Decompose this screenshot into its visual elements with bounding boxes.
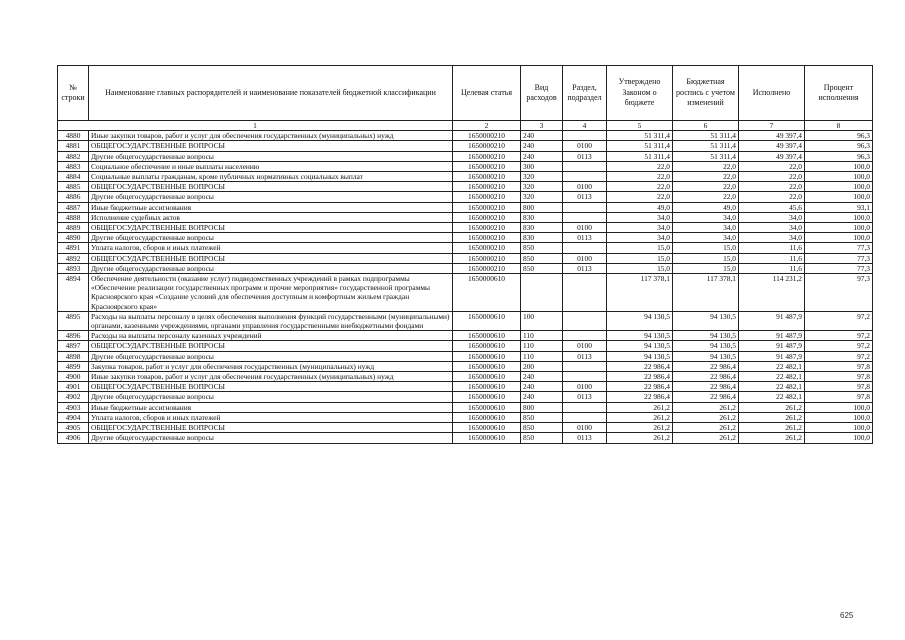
header-section: Раздел, подраздел <box>563 66 607 121</box>
row-number-cell: 4903 <box>58 402 89 412</box>
row-number-cell: 4880 <box>58 131 89 141</box>
row-name-cell: ОБЩЕГОСУДАРСТВЕННЫЕ ВОПРОСЫ <box>89 253 453 263</box>
target-article-cell: 1650000210 <box>453 182 521 192</box>
table-row <box>58 223 873 233</box>
section-cell: 0100 <box>563 382 607 392</box>
executed-amount-cell: 49 397,4 <box>739 151 805 161</box>
expense-type-cell: 240 <box>521 131 563 141</box>
row-name-cell: Иные бюджетные ассигнования <box>89 402 453 412</box>
section-cell <box>563 172 607 182</box>
executed-amount-cell: 22,0 <box>739 172 805 182</box>
approved-amount-cell: 15,0 <box>607 243 673 253</box>
section-cell: 0113 <box>563 392 607 402</box>
column-number: 2 <box>453 121 521 131</box>
row-name-cell: Другие общегосударственные вопросы <box>89 392 453 402</box>
executed-amount-cell: 22,0 <box>739 192 805 202</box>
table-row <box>58 131 873 141</box>
page-number: 625 <box>840 611 854 620</box>
percent-cell: 93,1 <box>805 202 873 212</box>
percent-cell: 100,0 <box>805 223 873 233</box>
expense-type-cell: 320 <box>521 192 563 202</box>
table-row <box>58 382 873 392</box>
row-number-cell: 4904 <box>58 412 89 422</box>
approved-amount-cell: 15,0 <box>607 263 673 273</box>
percent-cell: 100,0 <box>805 161 873 171</box>
approved-amount-cell: 261,2 <box>607 402 673 412</box>
percent-cell: 100,0 <box>805 402 873 412</box>
executed-amount-cell: 91 487,9 <box>739 351 805 361</box>
budget-list-amount-cell: 34,0 <box>673 223 739 233</box>
approved-amount-cell: 34,0 <box>607 223 673 233</box>
section-cell: 0113 <box>563 192 607 202</box>
section-cell <box>563 274 607 312</box>
section-cell: 0100 <box>563 223 607 233</box>
approved-amount-cell: 94 130,5 <box>607 351 673 361</box>
executed-amount-cell: 261,2 <box>739 412 805 422</box>
row-number-cell: 4881 <box>58 141 89 151</box>
row-number-cell: 4895 <box>58 311 89 330</box>
row-name-cell: Иные закупки товаров, работ и услуг для обеспечения государственных (муниципальных) нужд <box>89 131 453 141</box>
table-row <box>58 212 873 222</box>
approved-amount-cell: 51 311,4 <box>607 131 673 141</box>
percent-cell: 97,2 <box>805 351 873 361</box>
section-cell <box>563 361 607 371</box>
percent-cell: 97,8 <box>805 361 873 371</box>
executed-amount-cell: 261,2 <box>739 433 805 443</box>
table-row <box>58 311 873 330</box>
approved-amount-cell: 51 311,4 <box>607 141 673 151</box>
table-row <box>58 253 873 263</box>
budget-list-amount-cell: 49,0 <box>673 202 739 212</box>
table-row <box>58 402 873 412</box>
target-article-cell: 1650000610 <box>453 351 521 361</box>
budget-list-amount-cell: 51 311,4 <box>673 141 739 151</box>
approved-amount-cell: 22 986,4 <box>607 392 673 402</box>
budget-execution-table <box>57 65 873 444</box>
row-number-cell: 4884 <box>58 172 89 182</box>
percent-cell: 96,3 <box>805 141 873 151</box>
approved-amount-cell: 117 378,1 <box>607 274 673 312</box>
row-number-cell: 4906 <box>58 433 89 443</box>
target-article-cell: 1650000210 <box>453 263 521 273</box>
budget-list-amount-cell: 117 378,1 <box>673 274 739 312</box>
row-name-cell: Закупка товаров, работ и услуг для обеспечения государственных (муниципальных) нужд <box>89 361 453 371</box>
expense-type-cell: 830 <box>521 233 563 243</box>
target-article-cell: 1650000610 <box>453 311 521 330</box>
section-cell <box>563 161 607 171</box>
budget-list-amount-cell: 94 130,5 <box>673 341 739 351</box>
row-number-cell: 4905 <box>58 423 89 433</box>
row-name-cell: ОБЩЕГОСУДАРСТВЕННЫЕ ВОПРОСЫ <box>89 223 453 233</box>
table-row <box>58 161 873 171</box>
expense-type-cell: 110 <box>521 341 563 351</box>
table-row <box>58 331 873 341</box>
row-name-cell: Иные бюджетные ассигнования <box>89 202 453 212</box>
row-number-cell: 4896 <box>58 331 89 341</box>
expense-type-cell: 300 <box>521 161 563 171</box>
approved-amount-cell: 261,2 <box>607 433 673 443</box>
row-name-cell: Расходы на выплаты персоналу в целях обеспечения выполнения функций государственными (муниципальными) органами, казенными учреждениями, органами управления государственными внебюджетными фондами <box>89 311 453 330</box>
table-row <box>58 372 873 382</box>
target-article-cell: 1650000210 <box>453 141 521 151</box>
table-row <box>58 351 873 361</box>
section-cell <box>563 131 607 141</box>
budget-list-amount-cell: 34,0 <box>673 212 739 222</box>
budget-list-amount-cell: 15,0 <box>673 243 739 253</box>
row-name-cell: Другие общегосударственные вопросы <box>89 433 453 443</box>
budget-list-amount-cell: 51 311,4 <box>673 151 739 161</box>
approved-amount-cell: 261,2 <box>607 423 673 433</box>
row-number-cell: 4893 <box>58 263 89 273</box>
percent-cell: 97,2 <box>805 341 873 351</box>
header-approved: Утверждено Законом о бюджете <box>607 66 673 121</box>
expense-type-cell: 850 <box>521 243 563 253</box>
executed-amount-cell: 11,6 <box>739 253 805 263</box>
table-row <box>58 274 873 312</box>
target-article-cell: 1650000210 <box>453 161 521 171</box>
executed-amount-cell: 261,2 <box>739 402 805 412</box>
section-cell: 0100 <box>563 253 607 263</box>
section-cell: 0100 <box>563 341 607 351</box>
executed-amount-cell: 34,0 <box>739 233 805 243</box>
percent-cell: 97,8 <box>805 392 873 402</box>
row-name-cell: Обеспечение деятельности (оказание услуг) подведомственных учреждений в рамках подпрограммы «Обеспечение реализации государственных программ и прочие мероприятия» государственной программы Красноярского края «Создание условий для обеспечения доступным и комфортным жильем граждан Красноярского края» <box>89 274 453 312</box>
row-number-cell: 4894 <box>58 274 89 312</box>
row-name-cell: Исполнение судебных актов <box>89 212 453 222</box>
column-number: 4 <box>563 121 607 131</box>
target-article-cell: 1650000210 <box>453 243 521 253</box>
approved-amount-cell: 22 986,4 <box>607 361 673 371</box>
column-number: 7 <box>739 121 805 131</box>
column-number: 6 <box>673 121 739 131</box>
expense-type-cell: 200 <box>521 361 563 371</box>
table-row <box>58 172 873 182</box>
target-article-cell: 1650000610 <box>453 274 521 312</box>
row-number-cell: 4891 <box>58 243 89 253</box>
expense-type-cell <box>521 274 563 312</box>
percent-cell: 77,3 <box>805 253 873 263</box>
section-cell: 0100 <box>563 423 607 433</box>
table-row <box>58 151 873 161</box>
executed-amount-cell: 22 482,1 <box>739 361 805 371</box>
expense-type-cell: 110 <box>521 351 563 361</box>
percent-cell: 100,0 <box>805 433 873 443</box>
header-row-number: № строки <box>58 66 89 121</box>
row-name-cell: ОБЩЕГОСУДАРСТВЕННЫЕ ВОПРОСЫ <box>89 141 453 151</box>
budget-list-amount-cell: 261,2 <box>673 433 739 443</box>
percent-cell: 97,3 <box>805 274 873 312</box>
table-row <box>58 423 873 433</box>
percent-cell: 100,0 <box>805 182 873 192</box>
budget-list-amount-cell: 22,0 <box>673 192 739 202</box>
budget-list-amount-cell: 22,0 <box>673 182 739 192</box>
column-number-row <box>58 121 873 131</box>
target-article-cell: 1650000210 <box>453 151 521 161</box>
table-row <box>58 192 873 202</box>
section-cell: 0100 <box>563 182 607 192</box>
table-row <box>58 263 873 273</box>
table-row <box>58 433 873 443</box>
budget-list-amount-cell: 15,0 <box>673 263 739 273</box>
executed-amount-cell: 261,2 <box>739 423 805 433</box>
row-number-cell: 4888 <box>58 212 89 222</box>
target-article-cell: 1650000610 <box>453 423 521 433</box>
executed-amount-cell: 49 397,4 <box>739 131 805 141</box>
percent-cell: 77,3 <box>805 263 873 273</box>
row-name-cell: Социальные выплаты гражданам, кроме публичных нормативных социальных выплат <box>89 172 453 182</box>
header-percent: Процент исполнения <box>805 66 873 121</box>
executed-amount-cell: 22,0 <box>739 182 805 192</box>
row-name-cell: Уплата налогов, сборов и иных платежей <box>89 243 453 253</box>
target-article-cell: 1650000610 <box>453 402 521 412</box>
budget-list-amount-cell: 261,2 <box>673 402 739 412</box>
row-name-cell: Социальное обеспечение и иные выплаты населению <box>89 161 453 171</box>
percent-cell: 97,8 <box>805 372 873 382</box>
table-row <box>58 182 873 192</box>
approved-amount-cell: 22,0 <box>607 182 673 192</box>
executed-amount-cell: 22 482,1 <box>739 382 805 392</box>
approved-amount-cell: 94 130,5 <box>607 331 673 341</box>
header-expense-type: Вид расходов <box>521 66 563 121</box>
executed-amount-cell: 45,6 <box>739 202 805 212</box>
approved-amount-cell: 22,0 <box>607 172 673 182</box>
budget-list-amount-cell: 22 986,4 <box>673 382 739 392</box>
approved-amount-cell: 34,0 <box>607 212 673 222</box>
target-article-cell: 1650000210 <box>453 212 521 222</box>
expense-type-cell: 240 <box>521 372 563 382</box>
table-row <box>58 233 873 243</box>
column-number: 8 <box>805 121 873 131</box>
executed-amount-cell: 22,0 <box>739 161 805 171</box>
percent-cell: 96,3 <box>805 151 873 161</box>
target-article-cell: 1650000610 <box>453 433 521 443</box>
percent-cell: 96,3 <box>805 131 873 141</box>
target-article-cell: 1650000210 <box>453 202 521 212</box>
row-name-cell: Уплата налогов, сборов и иных платежей <box>89 412 453 422</box>
expense-type-cell: 240 <box>521 392 563 402</box>
percent-cell: 100,0 <box>805 212 873 222</box>
expense-type-cell: 100 <box>521 311 563 330</box>
expense-type-cell: 850 <box>521 433 563 443</box>
target-article-cell: 1650000610 <box>453 341 521 351</box>
executed-amount-cell: 34,0 <box>739 223 805 233</box>
expense-type-cell: 800 <box>521 202 563 212</box>
target-article-cell: 1650000610 <box>453 382 521 392</box>
target-article-cell: 1650000210 <box>453 233 521 243</box>
executed-amount-cell: 11,6 <box>739 263 805 273</box>
executed-amount-cell: 91 487,9 <box>739 311 805 330</box>
header-budget-list: Бюджетная роспись с учетом изменений <box>673 66 739 121</box>
table-row <box>58 392 873 402</box>
row-name-cell: Другие общегосударственные вопросы <box>89 233 453 243</box>
percent-cell: 97,2 <box>805 311 873 330</box>
expense-type-cell: 110 <box>521 331 563 341</box>
percent-cell: 100,0 <box>805 423 873 433</box>
budget-list-amount-cell: 34,0 <box>673 233 739 243</box>
target-article-cell: 1650000610 <box>453 412 521 422</box>
row-name-cell: Другие общегосударственные вопросы <box>89 192 453 202</box>
approved-amount-cell: 261,2 <box>607 412 673 422</box>
row-name-cell: Другие общегосударственные вопросы <box>89 263 453 273</box>
expense-type-cell: 830 <box>521 212 563 222</box>
header-target-article: Целевая статья <box>453 66 521 121</box>
row-name-cell: Другие общегосударственные вопросы <box>89 151 453 161</box>
expense-type-cell: 320 <box>521 182 563 192</box>
budget-list-amount-cell: 261,2 <box>673 412 739 422</box>
approved-amount-cell: 49,0 <box>607 202 673 212</box>
target-article-cell: 1650000610 <box>453 361 521 371</box>
section-cell <box>563 311 607 330</box>
row-name-cell: ОБЩЕГОСУДАРСТВЕННЫЕ ВОПРОСЫ <box>89 382 453 392</box>
percent-cell: 100,0 <box>805 233 873 243</box>
percent-cell: 97,8 <box>805 382 873 392</box>
approved-amount-cell: 15,0 <box>607 253 673 263</box>
budget-list-amount-cell: 94 130,5 <box>673 331 739 341</box>
approved-amount-cell: 22 986,4 <box>607 382 673 392</box>
executed-amount-cell: 91 487,9 <box>739 331 805 341</box>
row-name-cell: ОБЩЕГОСУДАРСТВЕННЫЕ ВОПРОСЫ <box>89 182 453 192</box>
row-number-cell: 4892 <box>58 253 89 263</box>
expense-type-cell: 850 <box>521 412 563 422</box>
row-name-cell: ОБЩЕГОСУДАРСТВЕННЫЕ ВОПРОСЫ <box>89 423 453 433</box>
table-row <box>58 412 873 422</box>
budget-list-amount-cell: 22 986,4 <box>673 372 739 382</box>
section-cell: 0113 <box>563 351 607 361</box>
table-header-row <box>58 66 873 121</box>
expense-type-cell: 240 <box>521 151 563 161</box>
column-number: 5 <box>607 121 673 131</box>
row-name-cell: Иные закупки товаров, работ и услуг для обеспечения государственных (муниципальных) нужд <box>89 372 453 382</box>
row-name-cell: Другие общегосударственные вопросы <box>89 351 453 361</box>
expense-type-cell: 240 <box>521 141 563 151</box>
row-number-cell: 4902 <box>58 392 89 402</box>
approved-amount-cell: 51 311,4 <box>607 151 673 161</box>
budget-list-amount-cell: 22 986,4 <box>673 392 739 402</box>
table-row <box>58 202 873 212</box>
target-article-cell: 1650000210 <box>453 253 521 263</box>
row-number-cell: 4901 <box>58 382 89 392</box>
approved-amount-cell: 22,0 <box>607 161 673 171</box>
row-number-cell: 4886 <box>58 192 89 202</box>
budget-list-amount-cell: 51 311,4 <box>673 131 739 141</box>
expense-type-cell: 830 <box>521 223 563 233</box>
percent-cell: 97,2 <box>805 331 873 341</box>
section-cell: 0113 <box>563 263 607 273</box>
row-number-cell: 4897 <box>58 341 89 351</box>
row-name-cell: ОБЩЕГОСУДАРСТВЕННЫЕ ВОПРОСЫ <box>89 341 453 351</box>
target-article-cell: 1650000210 <box>453 192 521 202</box>
executed-amount-cell: 22 482,1 <box>739 392 805 402</box>
row-name-cell: Расходы на выплаты персоналу казенных учреждений <box>89 331 453 341</box>
expense-type-cell: 850 <box>521 423 563 433</box>
row-number-cell: 4882 <box>58 151 89 161</box>
row-number-cell: 4898 <box>58 351 89 361</box>
budget-list-amount-cell: 261,2 <box>673 423 739 433</box>
column-number: 1 <box>58 121 453 131</box>
expense-type-cell: 800 <box>521 402 563 412</box>
row-number-cell: 4890 <box>58 233 89 243</box>
executed-amount-cell: 114 231,2 <box>739 274 805 312</box>
table-row <box>58 141 873 151</box>
budget-list-amount-cell: 94 130,5 <box>673 311 739 330</box>
section-cell: 0113 <box>563 233 607 243</box>
target-article-cell: 1650000210 <box>453 223 521 233</box>
expense-type-cell: 850 <box>521 253 563 263</box>
approved-amount-cell: 22 986,4 <box>607 372 673 382</box>
target-article-cell: 1650000210 <box>453 172 521 182</box>
target-article-cell: 1650000610 <box>453 372 521 382</box>
section-cell <box>563 331 607 341</box>
target-article-cell: 1650000210 <box>453 131 521 141</box>
column-number: 3 <box>521 121 563 131</box>
table-row <box>58 361 873 371</box>
percent-cell: 77,3 <box>805 243 873 253</box>
percent-cell: 100,0 <box>805 412 873 422</box>
section-cell <box>563 212 607 222</box>
budget-list-amount-cell: 22 986,4 <box>673 361 739 371</box>
table-row <box>58 243 873 253</box>
budget-list-amount-cell: 94 130,5 <box>673 351 739 361</box>
row-number-cell: 4887 <box>58 202 89 212</box>
row-number-cell: 4899 <box>58 361 89 371</box>
executed-amount-cell: 34,0 <box>739 212 805 222</box>
section-cell: 0100 <box>563 141 607 151</box>
budget-list-amount-cell: 22,0 <box>673 172 739 182</box>
budget-list-amount-cell: 22,0 <box>673 161 739 171</box>
target-article-cell: 1650000610 <box>453 331 521 341</box>
executed-amount-cell: 49 397,4 <box>739 141 805 151</box>
approved-amount-cell: 22,0 <box>607 192 673 202</box>
expense-type-cell: 320 <box>521 172 563 182</box>
executed-amount-cell: 22 482,1 <box>739 372 805 382</box>
section-cell <box>563 372 607 382</box>
table-row <box>58 341 873 351</box>
section-cell <box>563 243 607 253</box>
section-cell <box>563 412 607 422</box>
header-name: Наименование главных распорядителей и наименование показателей бюджетной классификации <box>89 66 453 121</box>
section-cell: 0113 <box>563 151 607 161</box>
header-executed: Исполнено <box>739 66 805 121</box>
approved-amount-cell: 94 130,5 <box>607 311 673 330</box>
section-cell <box>563 202 607 212</box>
row-number-cell: 4889 <box>58 223 89 233</box>
executed-amount-cell: 91 487,9 <box>739 341 805 351</box>
percent-cell: 100,0 <box>805 172 873 182</box>
target-article-cell: 1650000610 <box>453 392 521 402</box>
approved-amount-cell: 34,0 <box>607 233 673 243</box>
executed-amount-cell: 11,6 <box>739 243 805 253</box>
expense-type-cell: 240 <box>521 382 563 392</box>
percent-cell: 100,0 <box>805 192 873 202</box>
expense-type-cell: 850 <box>521 263 563 273</box>
budget-list-amount-cell: 15,0 <box>673 253 739 263</box>
approved-amount-cell: 94 130,5 <box>607 341 673 351</box>
section-cell: 0113 <box>563 433 607 443</box>
row-number-cell: 4883 <box>58 161 89 171</box>
row-number-cell: 4900 <box>58 372 89 382</box>
row-number-cell: 4885 <box>58 182 89 192</box>
section-cell <box>563 402 607 412</box>
